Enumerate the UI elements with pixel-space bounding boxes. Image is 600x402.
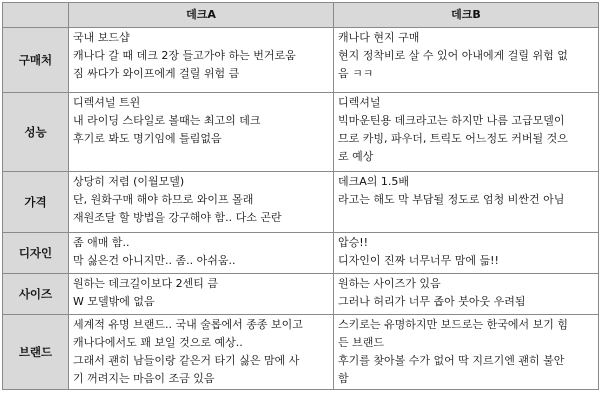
cell-line: 디렉셔널 트윈 xyxy=(73,96,141,109)
cell-line: 스키로는 유명하지만 보드로는 한국에서 보기 힘 xyxy=(338,318,569,331)
row-label: 브랜드 xyxy=(3,315,69,390)
deck-b-cell xyxy=(334,315,599,390)
cell-line: 로 예상 xyxy=(338,150,374,163)
cell-line: 재원조달 할 방법을 강구해야 함.. 다소 곤란 xyxy=(73,211,282,224)
cell-line: 짐 싸다가 와이프에게 걸릴 위험 큼 xyxy=(73,67,240,80)
cell-line: 상당히 저렴 (이월모델) xyxy=(73,175,185,188)
table-row xyxy=(3,172,599,233)
cell-line: 내 라이딩 스타일로 볼때는 최고의 데크 xyxy=(73,114,261,127)
row-label: 사이즈 xyxy=(3,274,69,315)
deck-a-cell xyxy=(69,233,334,274)
row-label: 구매처 xyxy=(3,28,69,93)
cell-line: 국내 보드샵 xyxy=(73,31,130,44)
cell-line: 단, 원화구매 해야 하므로 와이프 몰래 xyxy=(73,193,254,206)
deck-b-cell xyxy=(334,274,599,315)
cell-line: 후기로 봐도 명기임에 틀림없음 xyxy=(73,132,222,145)
cell-line: 원하는 사이즈가 있음 xyxy=(338,277,441,290)
cell-line: 캐나다에서도 꽤 보일 것으로 예상.. xyxy=(73,336,243,349)
deck-a-cell xyxy=(69,93,334,172)
row-label: 성능 xyxy=(3,93,69,172)
row-label: 디자인 xyxy=(3,233,69,274)
cell-line: W 모델밖에 없음 xyxy=(73,295,155,308)
table-row xyxy=(3,233,599,274)
cell-line: 라고는 해도 막 부담될 정도로 엄청 비싼건 아님 xyxy=(338,193,565,206)
deck-a-cell xyxy=(69,28,334,93)
deck-a-cell xyxy=(69,315,334,390)
cell-line: 현지 정착비로 살 수 있어 아내에게 걸릴 위험 없 xyxy=(338,49,568,62)
cell-line: 므로 카빙, 파우더, 트릭도 어느정도 커버될 것으 xyxy=(338,132,568,145)
table-row xyxy=(3,93,599,172)
deck-b-cell xyxy=(334,233,599,274)
cell-line: 기 꺼려지는 마음이 조금 있음 xyxy=(73,372,215,385)
header-deck-a: 데크A xyxy=(69,3,334,28)
header-deck-b: 데크B xyxy=(334,3,599,28)
cell-line: 세계적 유명 브랜드.. 국내 술롭에서 종종 보이고 xyxy=(73,318,303,331)
comparison-table xyxy=(2,2,599,390)
deck-a-cell xyxy=(69,172,334,233)
cell-line: 막 싫은건 아니지만.. 좀.. 아쉬움.. xyxy=(73,254,236,267)
table-row xyxy=(3,315,599,390)
deck-b-cell xyxy=(334,93,599,172)
cell-line: 데크A의 1.5배 xyxy=(338,175,410,188)
cell-line: 캐나다 갈 때 데크 2장 들고가야 하는 번거로움 xyxy=(73,49,296,62)
cell-line: 그래서 괜히 남들이랑 같은거 타기 싫은 맘에 사 xyxy=(73,354,300,367)
cell-line: 그러나 허리가 너무 좁아 붓아웃 우려됨 xyxy=(338,295,526,308)
table-row xyxy=(3,28,599,93)
row-label: 가격 xyxy=(3,172,69,233)
cell-line: 압승!! xyxy=(338,236,369,249)
table-row xyxy=(3,274,599,315)
deck-a-cell xyxy=(69,274,334,315)
deck-b-cell xyxy=(334,172,599,233)
header-corner xyxy=(3,3,69,28)
cell-line: 후기를 찾아볼 수가 없어 딱 지르기엔 괜히 불안 xyxy=(338,354,565,367)
header-row xyxy=(3,3,599,28)
cell-line: 디자인이 진짜 너무너무 맘에 듦!! xyxy=(338,254,499,267)
cell-line: 디렉셔널 xyxy=(338,96,381,109)
cell-line: 좀 애매 함.. xyxy=(73,236,130,249)
cell-line: 빅마운틴용 데크라고는 하지만 나름 고급모델이 xyxy=(338,114,565,127)
cell-line: 든 브랜드 xyxy=(338,336,385,349)
deck-b-cell xyxy=(334,28,599,93)
cell-line: 캐나다 현지 구매 xyxy=(338,31,420,44)
cell-line: 음 ㅋㅋ xyxy=(338,67,374,80)
cell-line: 원하는 데크길이보다 2센티 큼 xyxy=(73,277,218,290)
cell-line: 함 xyxy=(338,372,349,385)
